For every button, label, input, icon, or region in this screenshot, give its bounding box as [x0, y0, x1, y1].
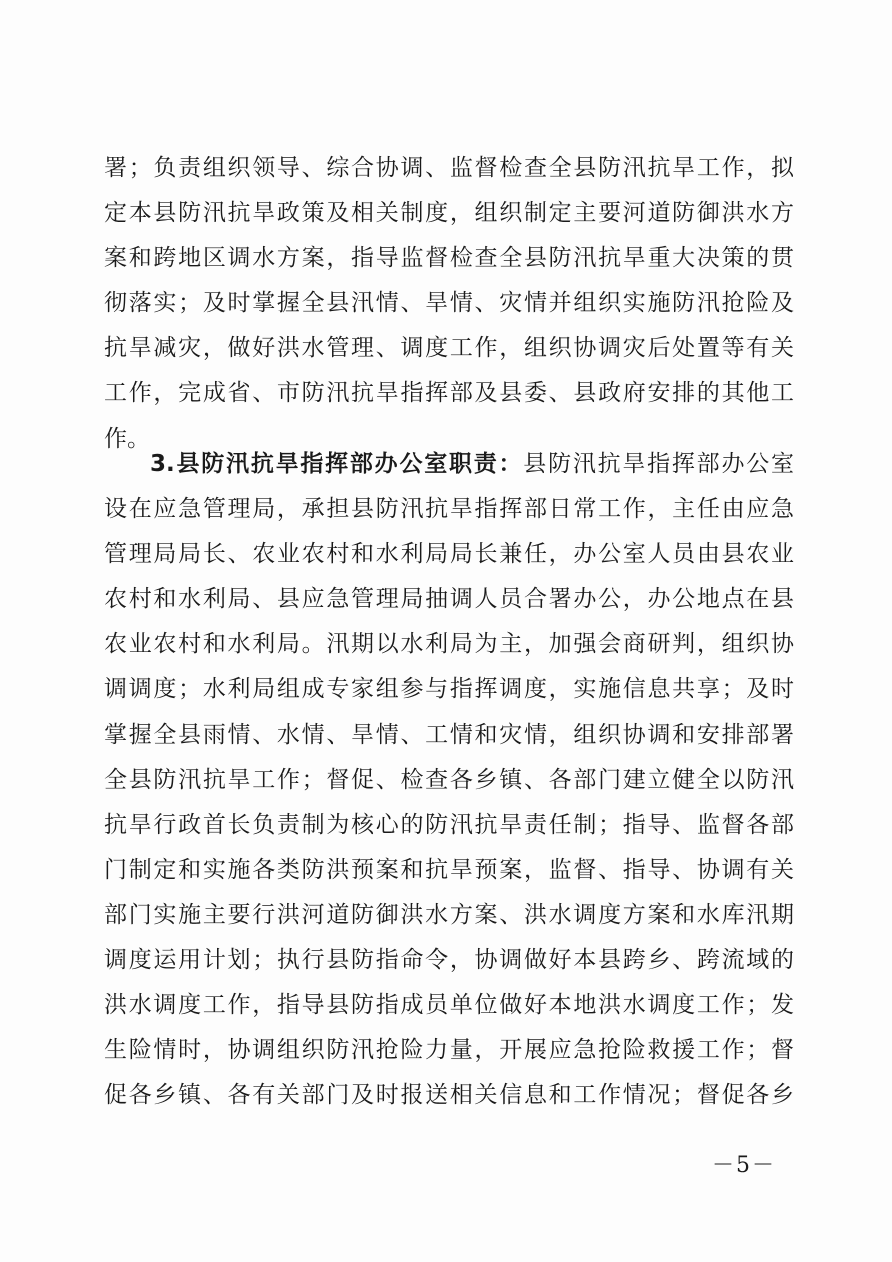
paragraph-1-line: 抗旱减灾，做好洪水管理、调度工作，组织协调灾后处置等有关: [104, 335, 794, 362]
paragraph-2-line: 生险情时，协调组织防汛抢险力量，开展应急抢险救援工作；督: [104, 1037, 794, 1064]
paragraph-2-line: 洪水调度工作，指导县防指成员单位做好本地洪水调度工作；发: [104, 992, 794, 1019]
paragraph-2-line: 农村和水利局、县应急管理局抽调人员合署办公，办公地点在县: [104, 586, 794, 613]
paragraph-1-line: 彻落实；及时掌握全县汛情、旱情、灾情并组织实施防汛抢险及: [104, 290, 794, 317]
section-heading: 3.县防汛抗旱指挥部办公室职责：: [150, 451, 524, 477]
section-heading-rest: 县防汛抗旱指挥部办公室: [523, 451, 794, 477]
paragraph-2-line: 调调度；水利局组成专家组参与指挥调度，实施信息共享；及时: [104, 676, 794, 703]
paragraph-2-line: 设在应急管理局，承担县防汛抗旱指挥部日常工作，主任由应急: [104, 496, 794, 523]
paragraph-1-line: 定本县防汛抗旱政策及相关制度，组织制定主要河道防御洪水方: [104, 200, 794, 227]
paragraph-2-line: 掌握全县雨情、水情、旱情、工情和灾情，组织协调和安排部署: [104, 721, 794, 748]
paragraph-2-line: 管理局局长、农业农村和水利局局长兼任，办公室人员由县农业: [104, 541, 794, 568]
paragraph-1-line: 工作，完成省、市防汛抗旱指挥部及县委、县政府安排的其他工: [104, 380, 794, 407]
paragraph-2-line: 调度运用计划；执行县防指命令，协调做好本县跨乡、跨流域的: [104, 947, 794, 974]
paragraph-2-line: 抗旱行政首长负责制为核心的防汛抗旱责任制；指导、监督各部: [104, 811, 794, 838]
paragraph-1-line: 署；负责组织领导、综合协调、监督检查全县防汛抗旱工作，拟: [104, 155, 794, 181]
paragraph-1-line: 案和跨地区调水方案，指导监督检查全县防汛抗旱重大决策的贯: [104, 245, 794, 272]
paragraph-1: [104, 146, 794, 462]
paragraph-2-line: 促各乡镇、各有关部门及时报送相关信息和工作情况；督促各乡: [104, 1082, 794, 1109]
paragraph-2: [104, 442, 794, 1118]
paragraph-2-line: 门制定和实施各类防洪预案和抗旱预案，监督、指导、协调有关: [104, 856, 794, 883]
paragraph-2-line: 全县防汛抗旱工作；督促、检查各乡镇、各部门建立健全以防汛: [104, 766, 794, 793]
paragraph-2-line: 农业农村和水利局。汛期以水利局为主，加强会商研判，组织协: [104, 631, 794, 658]
paragraph-2-line: 部门实施主要行洪河道防御洪水方案、洪水调度方案和水库汛期: [104, 901, 794, 928]
paragraph-2-first-line: [104, 442, 794, 487]
paragraph-1-line: 作。: [104, 425, 150, 452]
page-number: －5－: [712, 1153, 776, 1178]
